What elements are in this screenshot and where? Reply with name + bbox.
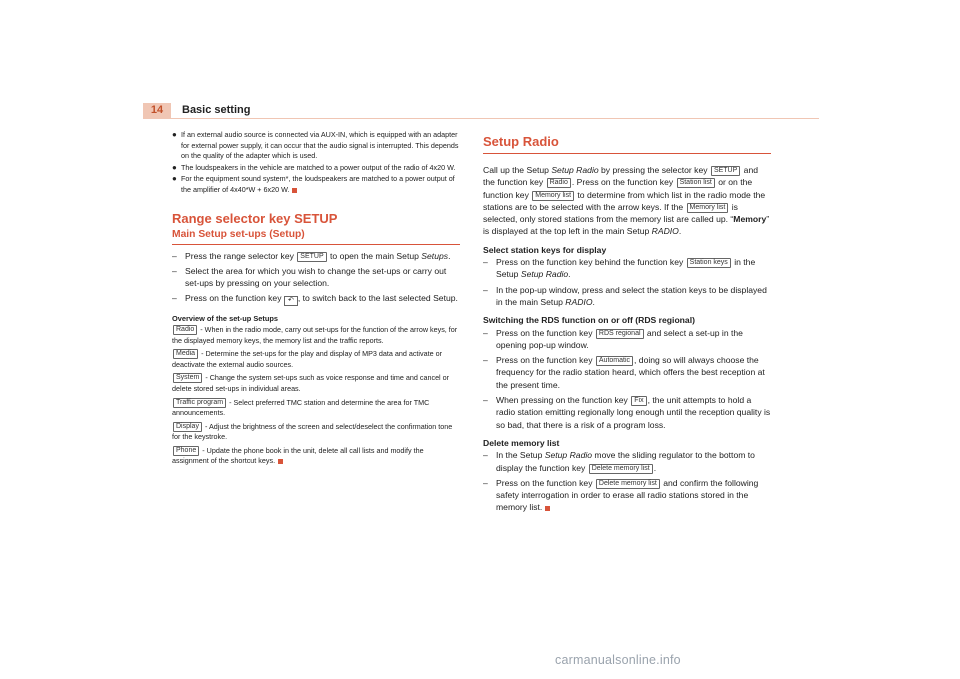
header-rule — [143, 118, 819, 119]
right-column — [483, 130, 771, 517]
end-mark-icon — [292, 188, 297, 193]
step-item: – In the Setup Setup Radio move the sliding regulator to the bottom to display the function key Delete memory list . — [483, 450, 755, 473]
back-arrow-icon: ↶ — [284, 296, 298, 306]
bullet-dot-icon: ● — [172, 174, 177, 184]
bullet-item: ● The loudspeakers in the vehicle are matched to a power output of the radio of 4x20 W. — [172, 162, 456, 172]
step-item: – Select the area for which you wish to change the set-ups or carry out set-ups by pressing on your selection. — [172, 265, 447, 289]
section-title-setup-radio: Setup Radio — [483, 134, 559, 149]
section-rule — [483, 153, 771, 154]
section-title: Range selector key SETUP — [172, 210, 338, 226]
heading-station-keys: Select station keys for display — [483, 244, 607, 255]
end-mark-icon — [545, 506, 550, 511]
step-item: – Press on the function key Delete memory list and confirm the following safety interrogation in order to erase all radio stations stored in the memory list. — [483, 477, 759, 513]
watermark: carmanualsonline.info — [555, 653, 681, 667]
overview-item-display: Display - Adjust the brightness of the screen and select/deselect the confirmation tone for the keystroke. — [172, 421, 453, 442]
bullet-item: ● If an external audio source is connected via AUX-IN, which is equipped with an adapter for external power supply, it can occur that the audio signal is interrupted. This depends on the quality of the adapter which is used. — [172, 130, 459, 161]
overview-item-radio: Radio - When in the radio mode, carry out set-ups for the function of the arrow keys, for the displayed memory keys, the memory list and the traffic reports. — [172, 324, 458, 345]
overview-title: Overview of the set-up Setups — [172, 314, 278, 324]
subsection-title: Main Setup set-ups (Setup) — [172, 228, 305, 240]
step-item: – Press on the function key ↶ , to switch back to the last selected Setup. — [172, 293, 458, 305]
heading-delete-memory: Delete memory list — [483, 437, 560, 448]
step-item: – Press the range selector key SETUP to open the main Setup Setups. — [172, 250, 451, 261]
setup-key: SETUP — [297, 252, 326, 262]
page-title: Basic setting — [182, 104, 251, 116]
bullet-dot-icon: ● — [172, 162, 177, 172]
subsection-rule — [172, 244, 460, 245]
page-number: 14 — [143, 103, 171, 118]
overview-item-traffic: Traffic program - Select preferred TMC station and determine the area for TMC announcements. — [172, 397, 430, 418]
left-column — [172, 130, 460, 470]
step-item: – When pressing on the function key Fix , the unit attempts to hold a radio station emitting regionally long enough until the reception quality is so bad, that there is a risk of a program loss. — [483, 395, 771, 430]
overview-item-system: System - Change the system set-ups such as voice response and time and cancel or delete stored set-ups in individual areas. — [172, 373, 450, 393]
step-item: – Press on the function key RDS regional and select a set-up in the opening pop-up window. — [483, 327, 743, 350]
end-mark-icon — [278, 459, 283, 464]
overview-item-media: Media - Determine the set-ups for the play and display of MP3 data and activate or deactivate the external audio sources. — [172, 349, 442, 369]
step-item: – In the pop-up window, press and select the station keys to be displayed in the main Setup RADIO. — [483, 284, 767, 307]
step-item: – Press on the function key Automatic , doing so will always choose the frequency for the radio station heard, which offers the best reception at the present time. — [483, 355, 765, 390]
step-item: – Press on the function key behind the function key Station keys in the Setup Setup Radio. — [483, 257, 756, 280]
bullet-item: ● For the equipment sound system*, the loudspeakers are matched to a power output of the amplifier of 4x40*W + 6x20 W. — [172, 174, 455, 194]
intro-paragraph: Call up the Setup Setup Radio by pressing the selector key SETUP and the function key Radio . Press on the function key Station list or on the function key Memory list to determine from which list in the radio mode the stations are to be selected with the arrow keys. If the Memory list is selected, only stored stations from the memory list are called up. “Memory” is displayed at the top left in the main Setup RADIO. — [483, 165, 770, 237]
heading-rds: Switching the RDS function on or off (RDS regional) — [483, 315, 695, 326]
overview-item-phone: Phone - Update the phone book in the unit, delete all call lists and modify the assignment of the shortcut keys. — [172, 445, 424, 466]
bullet-dot-icon: ● — [172, 130, 177, 139]
